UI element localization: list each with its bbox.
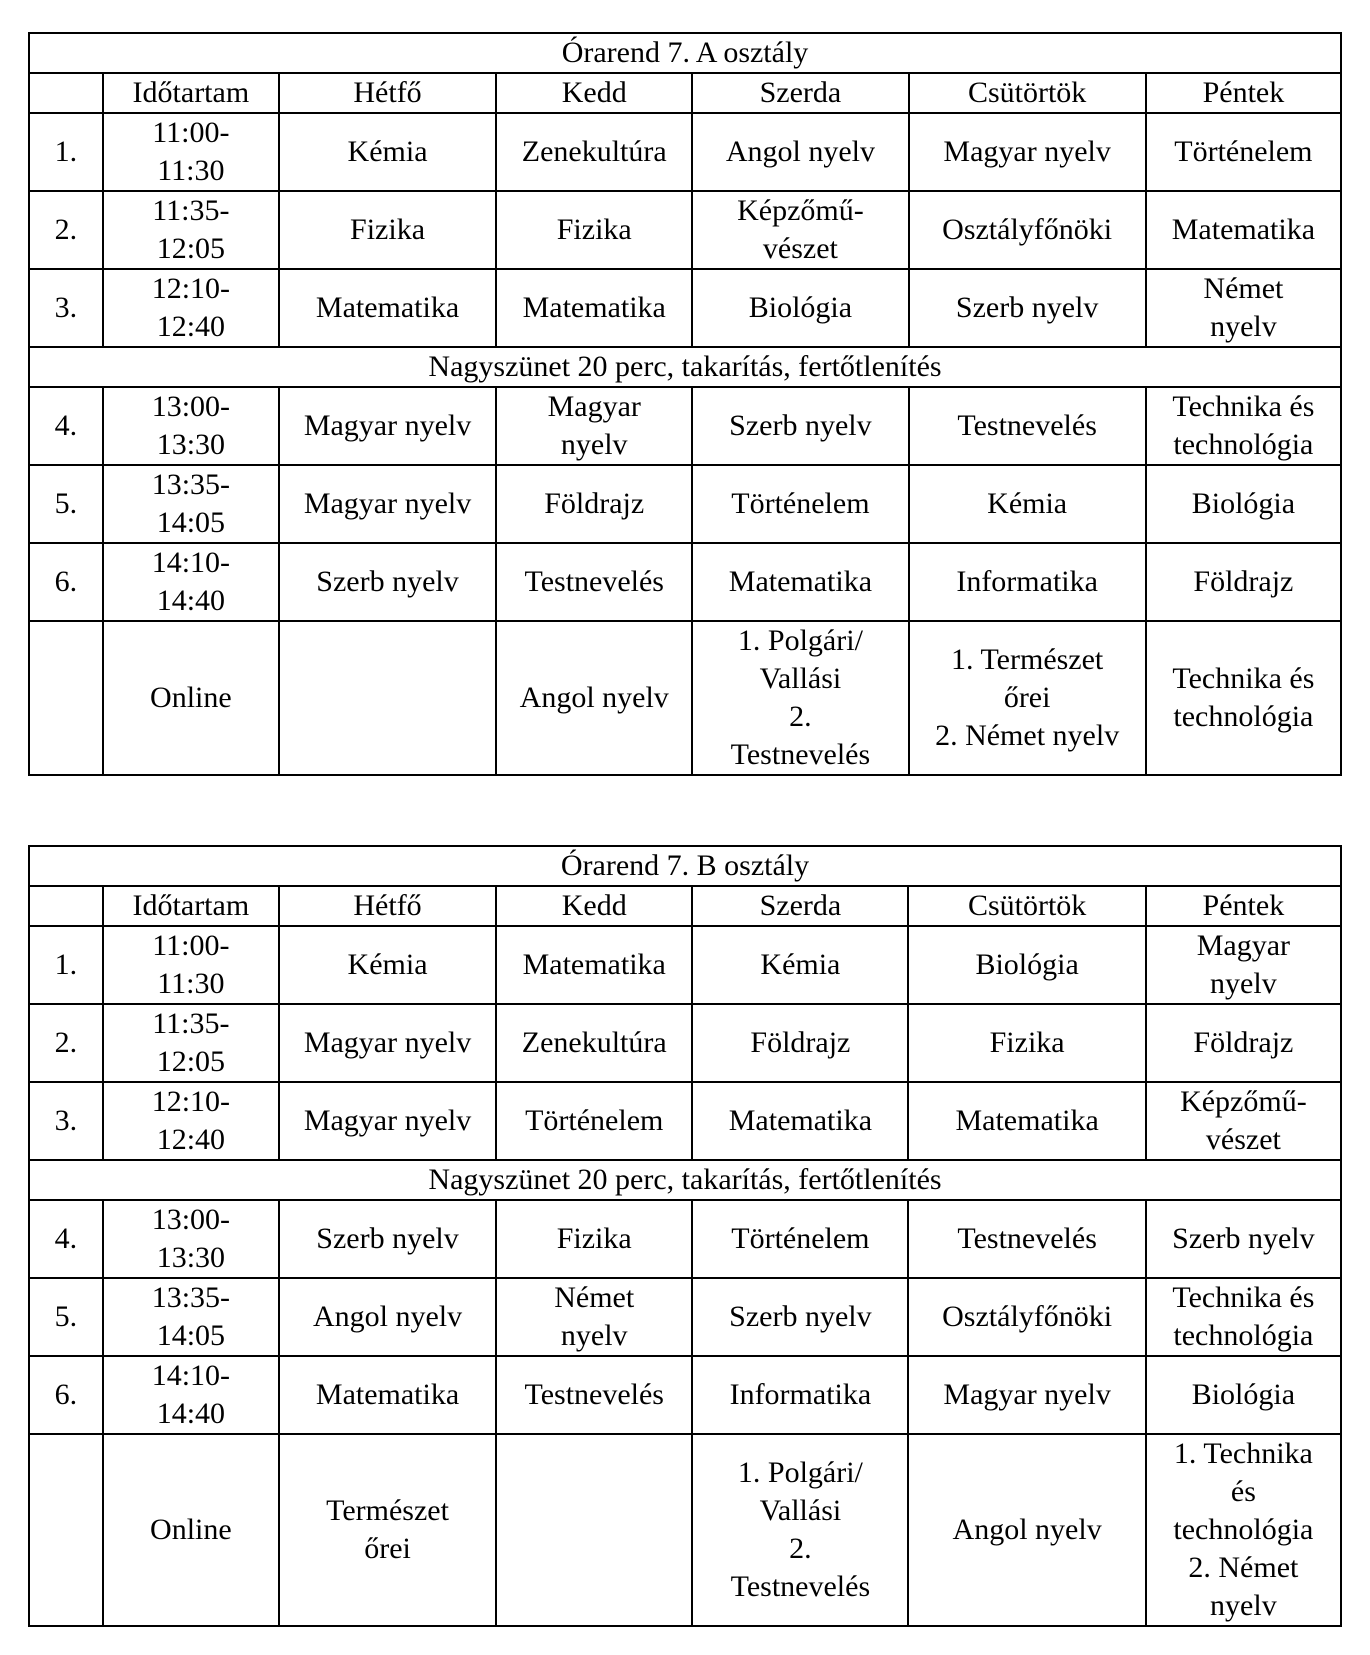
subject-cell: Matematika [692,543,908,621]
subject-cell: Biológia [1146,1356,1341,1434]
subject-cell: 1. Technika és technológia 2. Német nyelv [1146,1434,1341,1626]
subject-cell: Magyar nyelv [1146,926,1341,1004]
break-row [29,347,1341,387]
subject-cell: Matematika [279,269,496,347]
column-header: Péntek [1146,886,1341,926]
lesson-number: 2. [29,1004,103,1082]
subject-cell: Szerb nyelv [692,387,908,465]
table-row [29,465,1341,543]
table-row [29,1004,1341,1082]
time-cell: Online [103,1434,279,1626]
lesson-number: 1. [29,113,103,191]
table-row [29,621,1341,775]
lesson-number: 3. [29,1082,103,1160]
subject-cell: Angol nyelv [692,113,908,191]
subject-cell: Kémia [279,113,496,191]
subject-cell: Testnevelés [496,1356,692,1434]
table-row [29,926,1341,1004]
subject-cell: Angol nyelv [279,1278,496,1356]
subject-cell: Technika és technológia [1146,1278,1341,1356]
column-header: Időtartam [103,73,279,113]
subject-cell: Matematika [692,1082,908,1160]
subject-cell: 1. Természet őrei 2. Német nyelv [909,621,1146,775]
time-cell: 12:10- 12:40 [103,1082,279,1160]
subject-cell: Szerb nyelv [279,1200,496,1278]
column-header: Péntek [1146,73,1341,113]
timetable-title: Órarend 7. A osztály [29,33,1341,73]
timetable-7a [28,32,1342,776]
subject-cell: Kémia [279,926,496,1004]
subject-cell: Szerb nyelv [279,543,496,621]
subject-cell [496,1434,692,1626]
subject-cell: Német nyelv [1146,269,1341,347]
timetable-7b [28,845,1342,1627]
column-header: Szerda [692,73,908,113]
lesson-number: 2. [29,191,103,269]
column-header: Csütörtök [909,73,1146,113]
subject-cell: Magyar nyelv [909,113,1146,191]
subject-cell: Zenekultúra [496,113,692,191]
table-row [29,269,1341,347]
subject-cell: Képzőmű- vészet [692,191,908,269]
lesson-number: 6. [29,543,103,621]
time-cell: 11:35- 12:05 [103,1004,279,1082]
lesson-number [29,1434,103,1626]
subject-cell: Földrajz [1146,1004,1341,1082]
timetable-title: Órarend 7. B osztály [29,846,1341,886]
subject-cell: Magyar nyelv [496,387,692,465]
time-cell: 14:10- 14:40 [103,543,279,621]
subject-cell: Történelem [692,465,908,543]
subject-cell: Matematika [1146,191,1341,269]
subject-cell: Informatika [909,543,1146,621]
subject-cell [279,621,496,775]
time-cell: 14:10- 14:40 [103,1356,279,1434]
time-cell: 11:00- 11:30 [103,926,279,1004]
subject-cell: Történelem [1146,113,1341,191]
subject-cell: Kémia [909,465,1146,543]
lesson-number: 1. [29,926,103,1004]
table-row [29,1082,1341,1160]
subject-cell: Történelem [496,1082,692,1160]
title-row [29,33,1341,73]
table-row [29,191,1341,269]
subject-cell: Fizika [279,191,496,269]
time-cell: 11:35- 12:05 [103,191,279,269]
subject-cell: Kémia [692,926,908,1004]
break-row [29,1160,1341,1200]
table-row [29,1356,1341,1434]
subject-cell: Osztályfőnöki [908,1278,1145,1356]
table-row [29,543,1341,621]
subject-cell: Természet őrei [279,1434,496,1626]
table-row [29,1278,1341,1356]
time-cell: 11:00- 11:30 [103,113,279,191]
table-row [29,1434,1341,1626]
lesson-number: 5. [29,1278,103,1356]
subject-cell: Szerb nyelv [692,1278,908,1356]
subject-cell: Technika és technológia [1146,621,1341,775]
subject-cell: Matematika [279,1356,496,1434]
subject-cell: Informatika [692,1356,908,1434]
subject-cell: Biológia [1146,465,1341,543]
subject-cell: Magyar nyelv [279,1082,496,1160]
table-row [29,1200,1341,1278]
column-header [29,886,103,926]
time-cell: 13:00- 13:30 [103,1200,279,1278]
subject-cell: Testnevelés [909,387,1146,465]
subject-cell: Magyar nyelv [908,1356,1145,1434]
subject-cell: Matematika [908,1082,1145,1160]
time-cell: Online [103,621,279,775]
lesson-number: 4. [29,1200,103,1278]
subject-cell: Képzőmű- vészet [1146,1082,1341,1160]
title-row [29,846,1341,886]
subject-cell: Biológia [908,926,1145,1004]
subject-cell: 1. Polgári/ Vallási 2. Testnevelés [692,621,908,775]
break-label: Nagyszünet 20 perc, takarítás, fertőtlenítés [29,1160,1341,1200]
subject-cell: Technika és technológia [1146,387,1341,465]
subject-cell: Testnevelés [496,543,692,621]
lesson-number [29,621,103,775]
subject-cell: Magyar nyelv [279,465,496,543]
subject-cell: Történelem [692,1200,908,1278]
column-header [29,73,103,113]
column-header: Időtartam [103,886,279,926]
column-header: Hétfő [279,886,496,926]
table-row [29,387,1341,465]
column-header: Hétfő [279,73,496,113]
break-label: Nagyszünet 20 perc, takarítás, fertőtlenítés [29,347,1341,387]
subject-cell: Szerb nyelv [909,269,1146,347]
subject-cell: Fizika [496,191,692,269]
header-row [29,886,1341,926]
subject-cell: Magyar nyelv [279,1004,496,1082]
header-row [29,73,1341,113]
subject-cell: Angol nyelv [496,621,692,775]
time-cell: 13:35- 14:05 [103,465,279,543]
subject-cell: Szerb nyelv [1146,1200,1341,1278]
subject-cell: Fizika [908,1004,1145,1082]
subject-cell: Német nyelv [496,1278,692,1356]
subject-cell: Földrajz [692,1004,908,1082]
subject-cell: Testnevelés [908,1200,1145,1278]
time-cell: 12:10- 12:40 [103,269,279,347]
column-header: Szerda [692,886,908,926]
column-header: Kedd [496,73,692,113]
column-header: Csütörtök [908,886,1145,926]
subject-cell: Matematika [496,926,692,1004]
subject-cell: Fizika [496,1200,692,1278]
subject-cell: Földrajz [1146,543,1341,621]
column-header: Kedd [496,886,692,926]
subject-cell: Angol nyelv [908,1434,1145,1626]
lesson-number: 3. [29,269,103,347]
subject-cell: Matematika [496,269,692,347]
subject-cell: Magyar nyelv [279,387,496,465]
lesson-number: 6. [29,1356,103,1434]
subject-cell: Osztályfőnöki [909,191,1146,269]
lesson-number: 5. [29,465,103,543]
table-row [29,113,1341,191]
time-cell: 13:00- 13:30 [103,387,279,465]
subject-cell: Biológia [692,269,908,347]
subject-cell: 1. Polgári/ Vallási 2. Testnevelés [692,1434,908,1626]
time-cell: 13:35- 14:05 [103,1278,279,1356]
subject-cell: Földrajz [496,465,692,543]
subject-cell: Zenekultúra [496,1004,692,1082]
lesson-number: 4. [29,387,103,465]
